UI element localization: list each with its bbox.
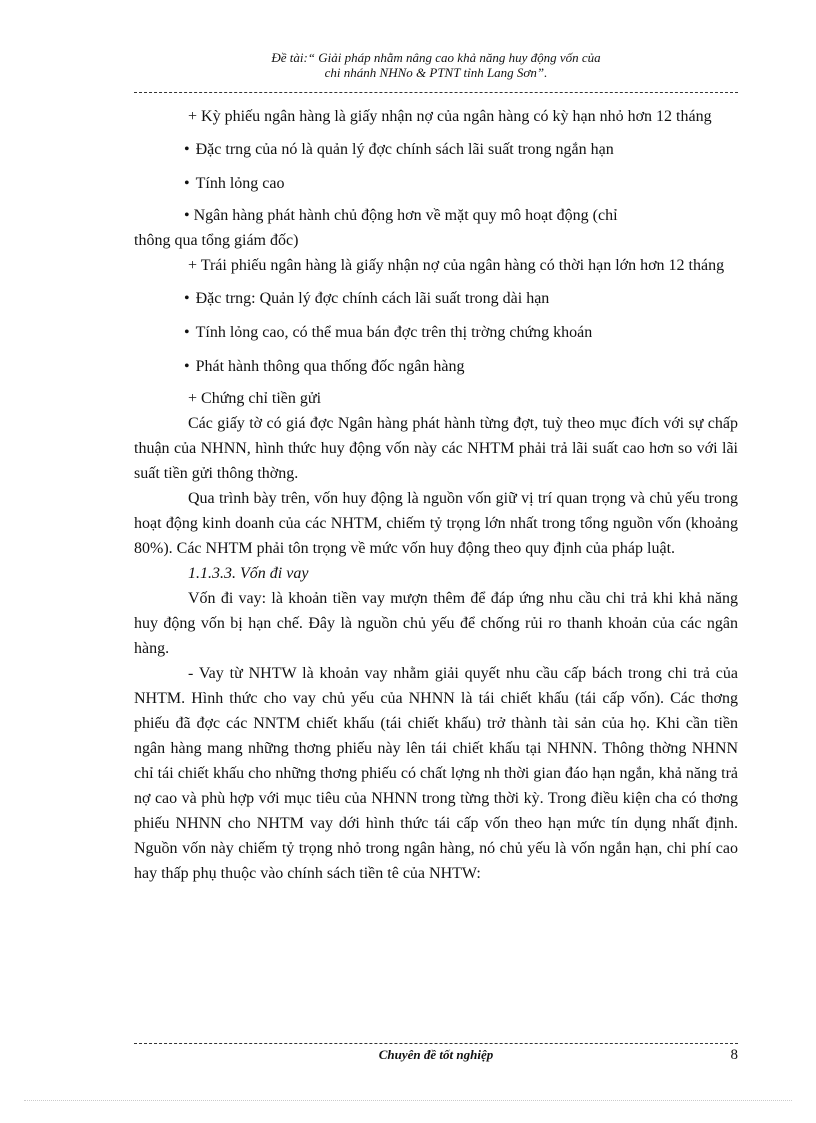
paragraph-qua-trinh-bay: Qua trình bày trên, vốn huy động là nguồn vốn giữ vị trí quan trọng và chủ yếu trong hoạt động kinh doanh của các NHTM, chiếm tỷ trọng lớn nhất trong tổng nguồn vốn (khoảng 80%). Các NHTM phải tôn trọng về mức vốn huy động theo quy định của pháp luật. (134, 490, 738, 557)
bullet-icon: • (184, 290, 190, 307)
bullet-text: Phát hành thông qua thống đốc ngân hàng (195, 358, 465, 375)
paragraph-ky-phieu: + Kỳ phiếu ngân hàng là giấy nhận nợ của ngân hàng có kỳ hạn nhỏ hơn 12 tháng (188, 108, 712, 125)
bullet-text: Tính lỏng cao, có thể mua bán đợc trên thị trờng chứng khoán (195, 324, 593, 341)
paragraph-trai-phieu: + Trái phiếu ngân hàng là giấy nhận nợ của ngân hàng có thời hạn lớn hơn 12 tháng (188, 257, 725, 274)
bullet-icon: • (184, 358, 190, 375)
paragraph-von-di-vay: Vốn đi vay: là khoản tiền vay mượn thêm để đáp ứng nhu cầu chi trả khi khả năng huy động vốn bị hạn chế. Đây là nguồn chủ yếu để chống rủi ro thanh khoản của các ngân hàng. (134, 590, 738, 657)
page-bottom-edge (24, 1100, 792, 1101)
section-heading: 1.1.3.3. Vốn đi vay (188, 565, 309, 582)
footer-divider (134, 1043, 738, 1044)
bullet-text-cont: thông qua tổng giám đốc) (134, 232, 299, 249)
header-line-2: chi nhánh NHNo & PTNT tỉnh Lang Sơn”. (324, 65, 548, 80)
paragraph-vay-nhtw: - Vay từ NHTW là khoản vay nhằm giải quyết nhu cầu cấp bách trong chi trả của NHTM. Hình thức cho vay chủ yếu của NHNN là tái chiết khấu (tái cấp vốn). Các thơng phiếu đã đợc các NNTM chiết khấu (tái chiết khấu) trở thành tài sản của họ. Khi cần tiền ngân hàng mang những thơng phiếu này lên tái chiết khấu tại NHNN. Thông thờng NHNN chỉ tái chiết khấu cho những thơng phiếu có chất lợng nh thời gian đáo hạn ngắn, khả năng trả nợ cao và phù hợp với mục tiêu của NHNN trong từng thời kỳ. Trong điều kiện cha có thơng phiếu NHNN cho NHTM vay dới hình thức tái cấp vốn theo hạn mức tín dụng nhất định. Nguồn vốn này chiếm tỷ trọng nhỏ trong ngân hàng, nó chủ yếu là vốn ngắn hạn, chi phí cao hay thấp phụ thuộc vào chính sách tiền tê của NHTW: (134, 665, 738, 882)
document-body (134, 104, 738, 886)
bullet-tinh-long-2 (134, 320, 738, 346)
bullet-icon: • (184, 141, 190, 158)
bullet-text: Đặc trng: Quản lý đợc chính cách lãi suất trong dài hạn (195, 290, 550, 307)
bullet-tinh-long-1 (134, 171, 738, 197)
bullet-dac-trung-1 (134, 137, 738, 163)
bullet-icon: • (184, 324, 190, 341)
page-number: 8 (730, 1047, 738, 1063)
header-divider (134, 92, 738, 93)
header-line-1: Đề tài:“ Giải pháp nhằm nâng cao khả năng huy động vốn của (271, 50, 601, 65)
footer-title: Chuyên đề tốt nghiệp (378, 1047, 494, 1062)
bullet-icon: • (184, 175, 190, 192)
paragraph-giay-to: Các giấy tờ có giá đợc Ngân hàng phát hành từng đợt, tuỳ theo mục đích với sự chấp thuận của NHNN, hình thức huy động vốn này các NHTM phải trả lãi suất cao hơn so với lãi suất tiền gửi thông thờng. (134, 415, 738, 482)
bullet-text: Đặc trng của nó là quản lý đợc chính sách lãi suất trong ngắn hạn (195, 141, 614, 158)
page-header (134, 50, 738, 80)
bullet-phat-hanh-1 (134, 203, 738, 253)
page-footer (134, 1047, 738, 1063)
paragraph-chung-chi: + Chứng chỉ tiền gửi (188, 390, 322, 407)
bullet-text: Ngân hàng phát hành chủ động hơn về mặt quy mô hoạt động (chỉ (193, 207, 618, 224)
bullet-icon: • (184, 207, 190, 224)
bullet-text: Tính lỏng cao (195, 175, 285, 192)
bullet-dac-trung-2 (134, 286, 738, 312)
bullet-phat-hanh-2 (134, 354, 738, 380)
